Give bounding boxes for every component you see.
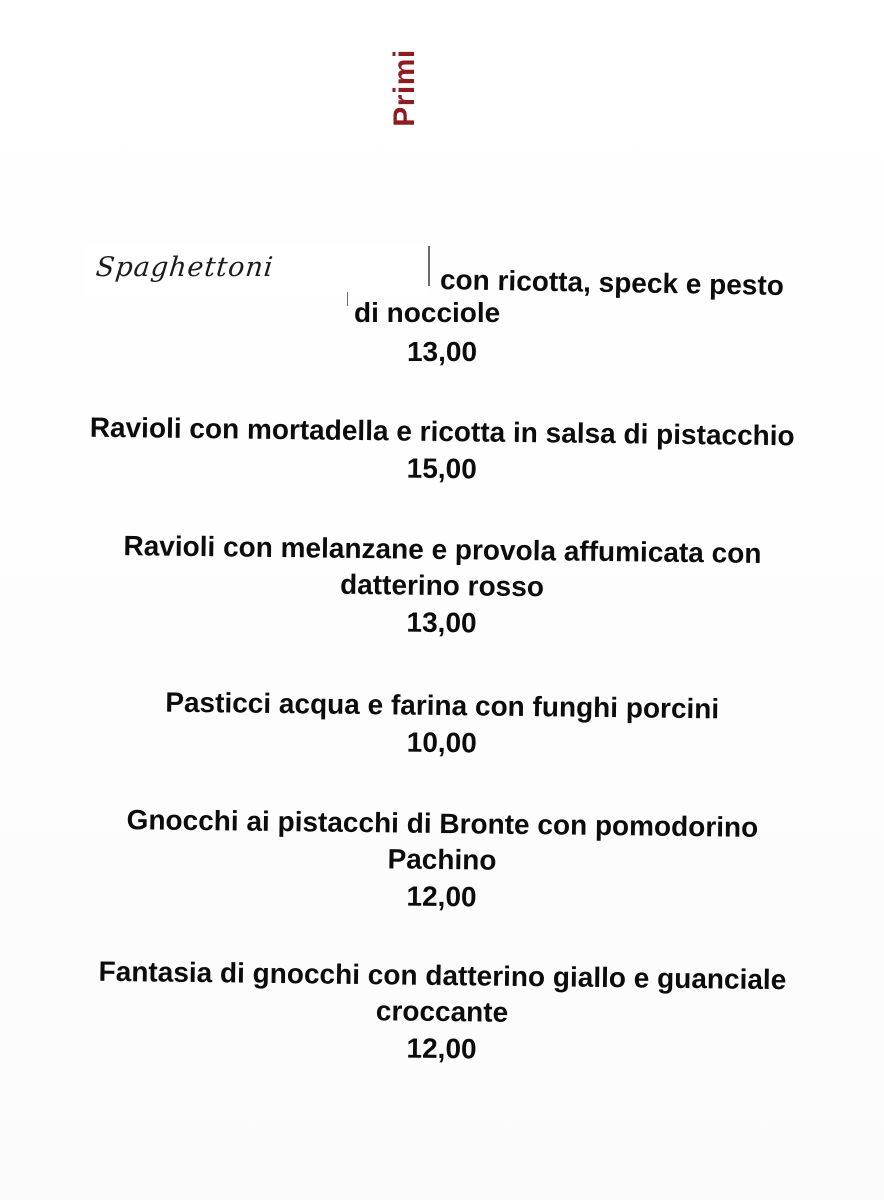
dish-price: 12,00: [406, 880, 477, 913]
dish-name-line: Pachino: [387, 843, 497, 876]
dish-name-line: Ravioli con melanzane e provola affumicata con: [123, 530, 762, 569]
menu-item-6: [0, 953, 884, 1074]
menu-item-2: [0, 409, 884, 494]
dish-name-line: Fantasia di gnocchi con datterino giallo e guanciale: [98, 955, 787, 996]
dish-name-line: di nocciole: [354, 297, 501, 328]
menu-item-3: [0, 527, 884, 648]
dish-price: 13,00: [406, 336, 478, 367]
menu-item-5: [0, 801, 884, 922]
handwritten-dish-name: Spaghettoni: [94, 252, 276, 283]
dish-name-line: Pasticci acqua e farina con funghi porcini: [165, 686, 720, 725]
dish-price: 12,00: [406, 1032, 477, 1065]
dish-name-line: Gnocchi ai pistacchi di Bronte con pomodorino: [126, 804, 759, 843]
pen-mark: [347, 292, 348, 306]
dish-name-line: Ravioli con mortadella e ricotta in salsa di pistacchio: [89, 411, 795, 452]
section-title: [373, 38, 437, 138]
pen-mark: [428, 246, 430, 286]
dish-price: 15,00: [406, 452, 478, 485]
menu-item-4: [0, 683, 884, 768]
dish-name-line: croccante: [375, 995, 509, 1028]
dish-price: 13,00: [406, 606, 477, 639]
dish-name-line: datterino rosso: [339, 568, 545, 603]
dish-price: 10,00: [406, 726, 478, 759]
section-title-text: Primi: [388, 49, 421, 127]
dish-name-line: con ricotta, speck e pesto: [439, 264, 785, 301]
